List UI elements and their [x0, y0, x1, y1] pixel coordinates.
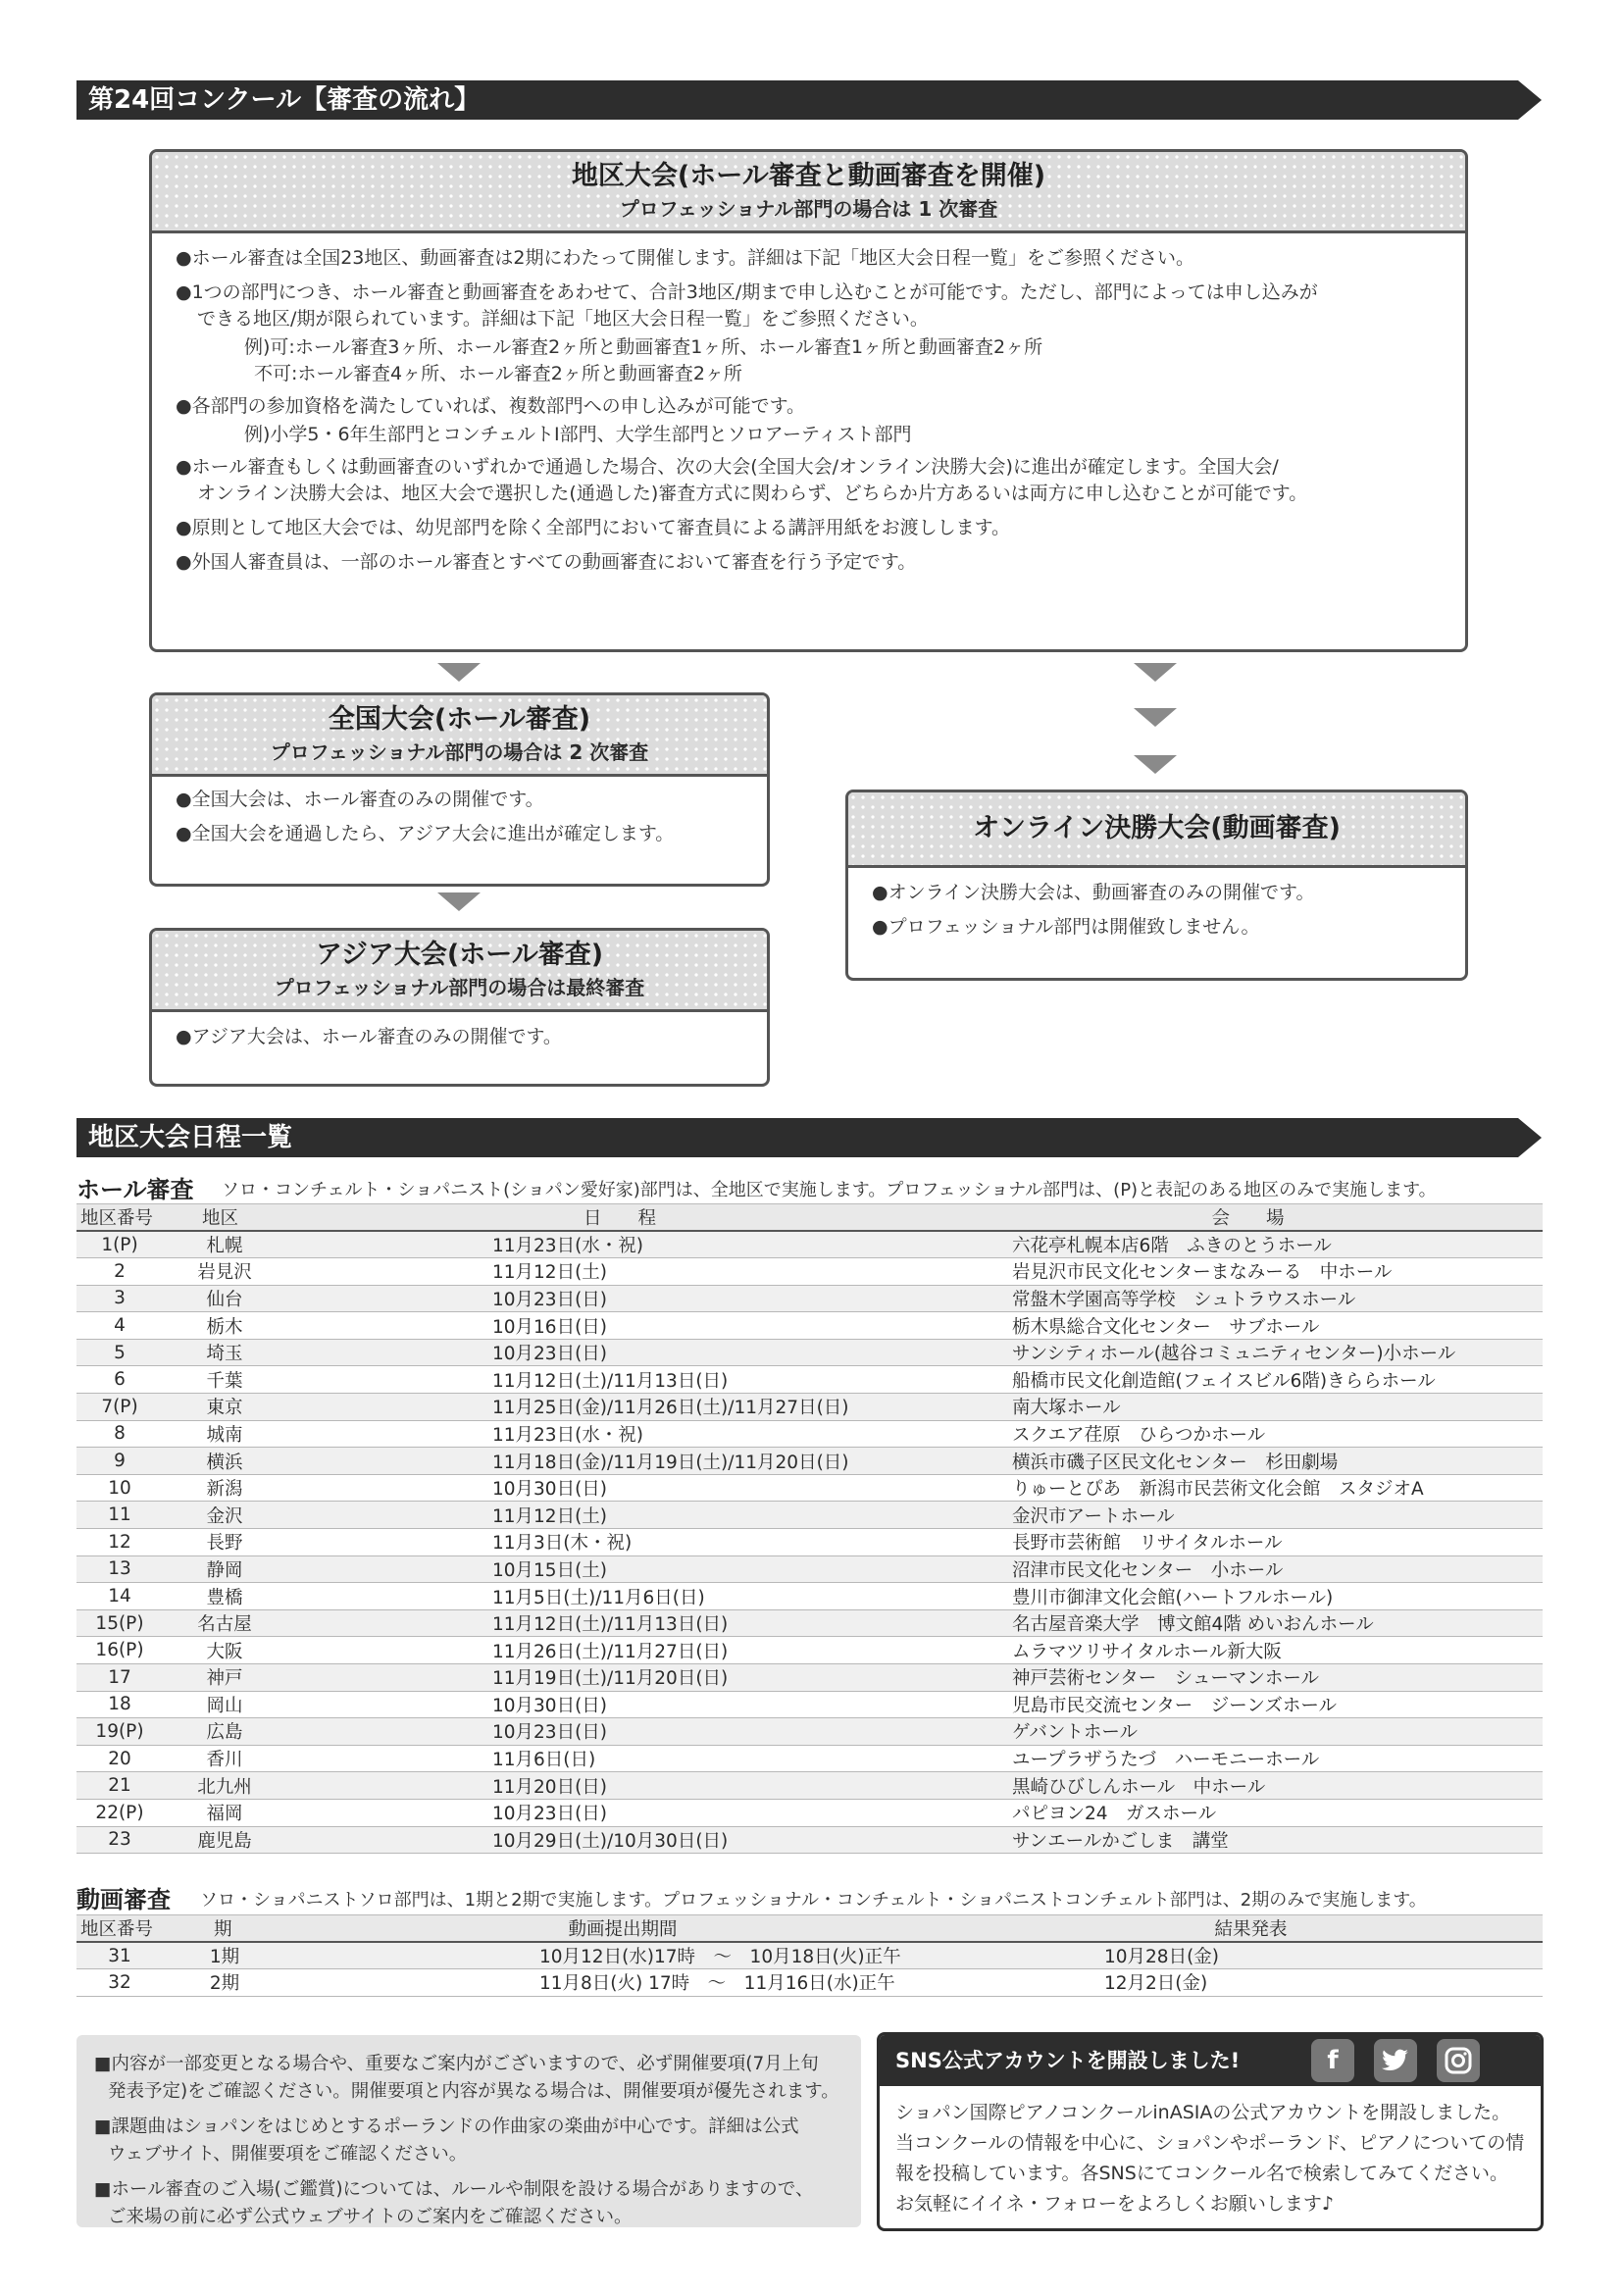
table-row: [76, 1942, 1543, 1969]
cell-venue: 長野市芸術館 リサイタルホール: [953, 1529, 1543, 1556]
asia-bullet: ●アジア大会は、ホール審査のみの開催です。: [176, 1026, 562, 1047]
national-subtitle: プロフェッショナル部門の場合は 2 次審査: [270, 740, 649, 764]
cell-area-no: 7(P): [76, 1394, 163, 1421]
flow-section-header: [76, 80, 1518, 120]
cell-area: 名古屋: [163, 1609, 286, 1637]
facebook-icon[interactable]: f: [1311, 2039, 1354, 2082]
cell-area-no: 19(P): [76, 1718, 163, 1746]
cell-area: 北九州: [163, 1772, 286, 1800]
cell-date: 10月30日(日): [286, 1691, 953, 1718]
cell-date: 11月12日(土)/11月13日(日): [286, 1366, 953, 1394]
cell-area: 東京: [163, 1394, 286, 1421]
regional-example: 例)可:ホール審査3ヶ所、ホール審査2ヶ所と動画審査1ヶ所、ホール審査1ヶ所と動画審査2ヶ所 不可:ホール審査4ヶ所、ホール審査2ヶ所と動画審査2ヶ所: [244, 336, 1043, 384]
cell-date: 10月23日(日): [286, 1799, 953, 1826]
header-date: 日 程: [286, 1204, 953, 1232]
table-row: [76, 1772, 1543, 1800]
cell-area-no: 18: [76, 1691, 163, 1718]
cell-area-no: 14: [76, 1583, 163, 1610]
cell-area: 金沢: [163, 1502, 286, 1529]
hall-description: ソロ・コンチェルト・ショパニスト(ショパン愛好家)部門は、全地区で実施します。プロフェッショナル部門は、(P)と表記のある地区のみで実施します。: [222, 1180, 1437, 1200]
table-row: [76, 1969, 1543, 1997]
table-row: [76, 1312, 1543, 1340]
cell-area-no: 32: [76, 1969, 163, 1997]
cell-venue: 南大塚ホール: [953, 1394, 1543, 1421]
cell-area-no: 12: [76, 1529, 163, 1556]
cell-date: 10月29日(土)/10月30日(日): [286, 1826, 953, 1854]
notes-box: [76, 2035, 861, 2227]
cell-area: 鹿児島: [163, 1826, 286, 1854]
cell-date: 11月3日(木・祝): [286, 1529, 953, 1556]
sns-header: [880, 2035, 1541, 2086]
cell-date: 11月25日(金)/11月26日(土)/11月27日(日): [286, 1394, 953, 1421]
online-bullet: ●オンライン決勝大会は、動画審査のみの開催です。: [872, 882, 1315, 903]
national-title: 全国大会(ホール審査): [328, 704, 591, 735]
cell-date: 10月15日(土): [286, 1555, 953, 1583]
header-submission: 動画提出期間: [286, 1915, 959, 1943]
cell-venue: 常盤木学園高等学校 シュトラウスホール: [953, 1285, 1543, 1312]
cell-venue: ゲバントホール: [953, 1718, 1543, 1746]
cell-area: 香川: [163, 1745, 286, 1772]
video-title: 動画審査: [76, 1886, 171, 1913]
table-row: [76, 1366, 1543, 1394]
cell-date: 10月16日(日): [286, 1312, 953, 1340]
table-row: [76, 1637, 1543, 1664]
cell-area: 横浜: [163, 1448, 286, 1475]
hall-title: ホール審査: [76, 1176, 194, 1203]
cell-date: 10月23日(日): [286, 1339, 953, 1366]
asia-body: [152, 1012, 767, 1068]
header-area-no: 地区番号: [76, 1204, 163, 1232]
note-item: ■課題曲はショパンをはじめとするポーランドの作曲家の楽曲が中心です。詳細は公式 ウェブサイト、開催要項をご確認ください。: [94, 2116, 799, 2165]
twitter-icon[interactable]: [1374, 2039, 1417, 2082]
cell-area: 仙台: [163, 1285, 286, 1312]
cell-area: 埼玉: [163, 1339, 286, 1366]
cell-venue: 岩見沢市民文化センターまなみーる 中ホール: [953, 1258, 1543, 1286]
table-row: [76, 1529, 1543, 1556]
table-header-row: [76, 1204, 1543, 1232]
online-title: オンライン決勝大会(動画審査): [973, 813, 1341, 843]
cell-area: 札幌: [163, 1231, 286, 1258]
cell-area-no: 10: [76, 1474, 163, 1502]
cell-date: 11月12日(土): [286, 1502, 953, 1529]
table-row: [76, 1420, 1543, 1448]
regional-bullet: ●1つの部門につき、ホール審査と動画審査をあわせて、合計3地区/期まで申し込むことが可能です。ただし、部門によっては申し込みが できる地区/期が限られています。詳細は下記「地区大会日程一覧」をご参照ください。: [176, 281, 1318, 330]
header-period: 期: [163, 1915, 286, 1943]
cell-area-no: 16(P): [76, 1637, 163, 1664]
cell-date: 10月12日(水)17時 ～ 10月18日(火)正午: [286, 1942, 959, 1969]
cell-venue: 沼津市民文化センター 小ホール: [953, 1555, 1543, 1583]
cell-area-no: 21: [76, 1772, 163, 1800]
regional-subtitle: プロフェッショナル部門の場合は 1 次審査: [619, 197, 998, 221]
cell-date: 11月5日(土)/11月6日(日): [286, 1583, 953, 1610]
national-box: [149, 692, 770, 887]
cell-venue: 横浜市磯子区民文化センター 杉田劇場: [953, 1448, 1543, 1475]
regional-bullet: ●各部門の参加資格を満たしていれば、複数部門への申し込みが可能です。: [176, 395, 806, 417]
cell-area: 福岡: [163, 1799, 286, 1826]
header-area-no: 地区番号: [76, 1915, 163, 1943]
note-item: ■内容が一部変更となる場合や、重要なご案内がございますので、必ず開催要項(7月上旬 発表予定)をご確認ください。開催要項と内容が異なる場合は、開催要項が優先されます。: [94, 2054, 839, 2102]
online-body: [848, 868, 1465, 958]
cell-area-no: 9: [76, 1448, 163, 1475]
cell-venue: 児島市民交流センター ジーンズホール: [953, 1691, 1543, 1718]
instagram-icon[interactable]: [1437, 2039, 1480, 2082]
table-row: [76, 1609, 1543, 1637]
cell-area-no: 8: [76, 1420, 163, 1448]
down-arrow-icon: [437, 892, 481, 911]
cell-date: 11月26日(土)/11月27日(日): [286, 1637, 953, 1664]
asia-subtitle: プロフェッショナル部門の場合は最終審査: [274, 976, 645, 999]
cell-area: 大阪: [163, 1637, 286, 1664]
cell-area-no: 31: [76, 1942, 163, 1969]
national-body: [152, 777, 767, 865]
table-row: [76, 1745, 1543, 1772]
cell-venue: スクエア荏原 ひらつかホール: [953, 1420, 1543, 1448]
hall-schedule-table: [76, 1203, 1543, 1854]
cell-area-no: 23: [76, 1826, 163, 1854]
cell-date: 11月8日(火) 17時 ～ 11月16日(水)正午: [286, 1969, 959, 1997]
regional-example: 例)小学5・6年生部門とコンチェルトⅠ部門、大学生部門とソロアーティスト部門: [244, 424, 912, 445]
cell-date: 11月12日(土)/11月13日(日): [286, 1609, 953, 1637]
cell-area: 長野: [163, 1529, 286, 1556]
video-description: ソロ・ショパニストソロ部門は、1期と2期で実施します。プロフェッショナル・コンチェルト・ショパニストコンチェルト部門は、2期のみで実施します。: [200, 1890, 1427, 1911]
flow-section-title: 第24回コンクール【審査の流れ】: [88, 85, 481, 115]
table-row: [76, 1285, 1543, 1312]
video-schedule-table: [76, 1914, 1543, 1997]
down-arrow-icon: [437, 663, 481, 682]
cell-area: 神戸: [163, 1664, 286, 1692]
regional-title: 地区大会(ホール審査と動画審査を開催): [571, 161, 1046, 191]
schedule-section-title: 地区大会日程一覧: [88, 1123, 293, 1152]
cell-date: 10月23日(日): [286, 1718, 953, 1746]
cell-area: 栃木: [163, 1312, 286, 1340]
cell-venue: 10月28日(金): [959, 1942, 1543, 1969]
cell-venue: ユープラザうたづ ハーモニーホール: [953, 1745, 1543, 1772]
sns-box: [877, 2032, 1544, 2231]
cell-venue: ムラマツリサイタルホール新大阪: [953, 1637, 1543, 1664]
table-row: [76, 1258, 1543, 1286]
cell-area-no: 11: [76, 1502, 163, 1529]
table-row: [76, 1799, 1543, 1826]
regional-bullet: ●原則として地区大会では、幼児部門を除く全部門において審査員による講評用紙をお渡しします。: [176, 517, 1011, 538]
table-row: [76, 1448, 1543, 1475]
note-item: ■ホール審査のご入場(ご鑑賞)については、ルールや制限を設ける場合がありますので、 ご来場の前に必ず公式ウェブサイトのご案内をご確認ください。: [94, 2179, 814, 2227]
cell-area: 1期: [163, 1942, 286, 1969]
cell-area-no: 22(P): [76, 1799, 163, 1826]
cell-date: 10月23日(日): [286, 1285, 953, 1312]
cell-date: 11月12日(土): [286, 1258, 953, 1286]
cell-venue: 豊川市御津文化会館(ハートフルホール): [953, 1583, 1543, 1610]
sns-body: ショパン国際ピアノコンクールinASIAの公式アカウントを開設しました。 当コンクールの情報を中心に、ショパンやポーランド、ピアノについての情 報を投稿しています。各SNSにてコンクール名で検索してみてください。 お気軽にイイネ・フォローをよろしくお願いします♪: [895, 2102, 1525, 2215]
cell-venue: パピヨン24 ガスホール: [953, 1799, 1543, 1826]
table-row: [76, 1555, 1543, 1583]
cell-venue: 栃木県総合文化センター サブホール: [953, 1312, 1543, 1340]
cell-venue: 黒崎ひびしんホール 中ホール: [953, 1772, 1543, 1800]
cell-area-no: 15(P): [76, 1609, 163, 1637]
header-result: 結果発表: [959, 1915, 1543, 1943]
cell-area-no: 20: [76, 1745, 163, 1772]
cell-venue: 神戸芸術センター シューマンホール: [953, 1664, 1543, 1692]
schedule-section-header: [76, 1118, 1518, 1157]
regional-bullet: ●ホール審査もしくは動画審査のいずれかで通過した場合、次の大会(全国大会/オンライン決勝大会)に進出が確定します。全国大会/ オンライン決勝大会は、地区大会で選択した(通過した)審査方式に関わらず、どちらか片方あるいは両方に申し込むことが可能です。: [176, 456, 1308, 504]
header-area: 地区: [163, 1204, 286, 1232]
table-row: [76, 1231, 1543, 1258]
national-bullet: ●全国大会は、ホール審査のみの開催です。: [176, 789, 544, 810]
cell-area-no: 6: [76, 1366, 163, 1394]
cell-venue: サンシティホール(越谷コミュニティセンター)小ホール: [953, 1339, 1543, 1366]
table-header-row: [76, 1915, 1543, 1943]
cell-area: 新潟: [163, 1474, 286, 1502]
online-bullet: ●プロフェッショナル部門は開催致しません。: [872, 916, 1260, 938]
down-arrow-icon: [1134, 663, 1177, 682]
cell-area: 城南: [163, 1420, 286, 1448]
cell-venue: 船橋市民文化創造館(フェイスビル6階)きららホール: [953, 1366, 1543, 1394]
cell-area-no: 4: [76, 1312, 163, 1340]
cell-area: 岡山: [163, 1691, 286, 1718]
table-row: [76, 1583, 1543, 1610]
cell-area-no: 13: [76, 1555, 163, 1583]
asia-title: アジア大会(ホール審査): [315, 940, 604, 970]
table-row: [76, 1474, 1543, 1502]
table-row: [76, 1691, 1543, 1718]
cell-area: 静岡: [163, 1555, 286, 1583]
down-arrow-icon: [1134, 708, 1177, 727]
cell-venue: りゅーとぴあ 新潟市民芸術文化会館 スタジオA: [953, 1474, 1543, 1502]
regional-header: [152, 152, 1465, 233]
regional-bullet: ●外国人審査員は、一部のホール審査とすべての動画審査において審査を行う予定です。: [176, 551, 917, 573]
cell-date: 11月19日(土)/11月20日(日): [286, 1664, 953, 1692]
online-box: [845, 790, 1468, 981]
header-venue: 会 場: [953, 1204, 1543, 1232]
table-row: [76, 1826, 1543, 1854]
cell-area-no: 2: [76, 1258, 163, 1286]
cell-area: 広島: [163, 1718, 286, 1746]
cell-area: 千葉: [163, 1366, 286, 1394]
national-header: [152, 695, 767, 777]
regional-body: [152, 233, 1465, 593]
table-row: [76, 1339, 1543, 1366]
national-bullet: ●全国大会を通過したら、アジア大会に進出が確定します。: [176, 823, 675, 844]
online-header: [848, 792, 1465, 868]
cell-date: 11月6日(日): [286, 1745, 953, 1772]
table-row: [76, 1664, 1543, 1692]
down-arrow-icon: [1134, 755, 1177, 774]
table-row: [76, 1394, 1543, 1421]
cell-date: 11月23日(水・祝): [286, 1420, 953, 1448]
table-row: [76, 1718, 1543, 1746]
cell-area: 2期: [163, 1969, 286, 1997]
cell-area-no: 1(P): [76, 1231, 163, 1258]
cell-venue: 名古屋音楽大学 博文館4階 めいおんホール: [953, 1609, 1543, 1637]
cell-date: 11月18日(金)/11月19日(土)/11月20日(日): [286, 1448, 953, 1475]
cell-venue: 12月2日(金): [959, 1969, 1543, 1997]
cell-area-no: 5: [76, 1339, 163, 1366]
cell-date: 10月30日(日): [286, 1474, 953, 1502]
cell-venue: 六花亭札幌本店6階 ふきのとうホール: [953, 1231, 1543, 1258]
cell-venue: サンエールかごしま 講堂: [953, 1826, 1543, 1854]
cell-area: 岩見沢: [163, 1258, 286, 1286]
regional-bullet: ●ホール審査は全国23地区、動画審査は2期にわたって開催します。詳細は下記「地区大会日程一覧」をご参照ください。: [176, 247, 1194, 269]
cell-area-no: 17: [76, 1664, 163, 1692]
asia-header: [152, 931, 767, 1012]
regional-box: [149, 149, 1468, 652]
sns-title: SNS公式アカウントを開設しました!: [895, 2049, 1241, 2072]
cell-date: 11月20日(日): [286, 1772, 953, 1800]
table-row: [76, 1502, 1543, 1529]
cell-area-no: 3: [76, 1285, 163, 1312]
asia-box: [149, 928, 770, 1087]
cell-venue: 金沢市アートホール: [953, 1502, 1543, 1529]
cell-area: 豊橋: [163, 1583, 286, 1610]
cell-date: 11月23日(水・祝): [286, 1231, 953, 1258]
